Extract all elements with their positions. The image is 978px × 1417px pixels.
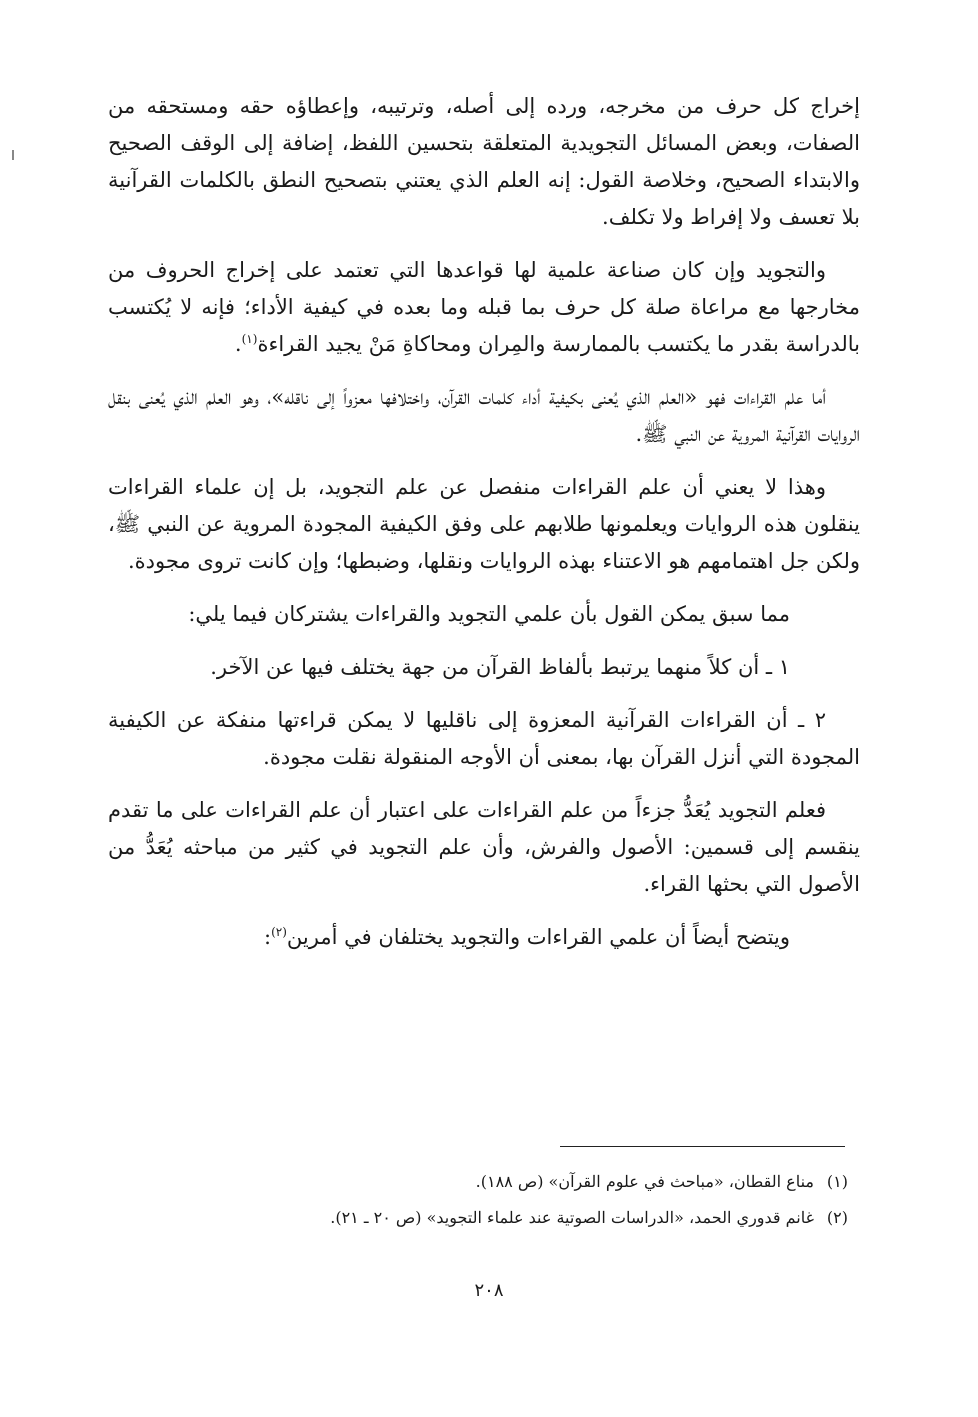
paragraph-2-text: والتجويد وإن كان صناعة علمية لها قواعدها التي تعتمد على إخراج الحروف من مخارجها مع مراعاة صلة كل حرف بما قبله وما بعده في كيفية الأداء؛ فإنه لا يُكتسب بالدراسة بقدر ما يكتسب بالممارسة والمِران ومحاكاةِ مَنْ يجيد القراءة [108, 258, 860, 356]
footnote-separator [560, 1146, 845, 1147]
scan-speck [12, 150, 14, 160]
paragraph-3: أما علم القراءات فهو «العلم الذي يُعنى بكيفية أداء كلمات القرآن، واختلافها معزواً إلى ناقله»، وهو العلم الذي يُعنى بنقل الروايات القرآنية المروية عن النبي ﷺ. [108, 385, 860, 446]
footnote-2-text: غانم قدوري الحمد، «الدراسات الصوتية عند علماء التجويد» (ص ٢٠ ـ ٢١). [330, 1208, 814, 1227]
page-number: ٢٠٨ [474, 1280, 504, 1301]
footnote-1-number: (١) [826, 1172, 848, 1191]
paragraph-7-end: : [264, 925, 272, 949]
footnote-2 [108, 1200, 848, 1236]
footnotes [108, 1164, 848, 1236]
footnote-2-number: (٢) [826, 1208, 848, 1227]
paragraph-4: وهذا لا يعني أن علم القراءات منفصل عن علم التجويد، بل إن علماء القراءات ينقلون هذه الروايات ويعلمونها طلابهم على وفق الكيفية المجودة المروية عن النبي ﷺ، ولكن جل اهتمامهم هو الاعتناء بهذه الروايات ونقلها، وضبطها؛ وإن كانت تروى مجودة. [108, 475, 860, 573]
footnote-ref-2: (٢) [271, 925, 287, 939]
footnote-1 [108, 1164, 848, 1200]
paragraph-7-text: ويتضح أيضاً أن علمي القراءات والتجويد يختلفان في أمرين [286, 925, 790, 949]
paragraph-1: إخراج كل حرف من مخرجه، ورده إلى أصله، وترتيبه، وإعطاؤه حقه ومستحقه من الصفات، وبعض المسائل التجويدية المتعلقة بتحسين اللفظ، إضافة إلى الوقف الصحيح والابتداء الصحيح، وخلاصة القول: إنه العلم الذي يعتني بتصحيح النطق بالكلمات القرآنية بلا تعسف ولا إفراط ولا تكلف. [108, 94, 860, 229]
paragraph-7 [108, 919, 860, 956]
list-item-1: ١ ـ أن كلاً منهما يرتبط بألفاظ القرآن من جهة يختلف فيها عن الآخر. [210, 655, 790, 679]
list-item-2: ٢ ـ أن القراءات القرآنية المعزوة إلى ناقليها لا يمكن قراءتها منفكة عن الكيفية المجودة التي أنزل القرآن بها، بمعنى أن الأوجه المنقولة نقلت مجودة. [108, 708, 860, 769]
paragraph-2-end: . [234, 332, 242, 356]
footnote-ref-1: (١) [241, 332, 258, 346]
footnote-1-text: مناع القطان، «مباحث في علوم القرآن» (ص ١٨٨). [475, 1172, 814, 1191]
paragraph-2 [108, 252, 860, 363]
main-text [108, 88, 860, 972]
paragraph-6: فعلم التجويد يُعَدُّ جزءاً من علم القراءات على اعتبار أن علم القراءات على ما تقدم ينقسم إلى قسمين: الأصول والفرش، وأن علم التجويد في كثير من مباحثه يُعَدُّ من الأصول التي بحثها القراء. [108, 798, 860, 896]
paragraph-5: مما سبق يمكن القول بأن علمي التجويد والقراءات يشتركان فيما يلي: [188, 602, 790, 626]
